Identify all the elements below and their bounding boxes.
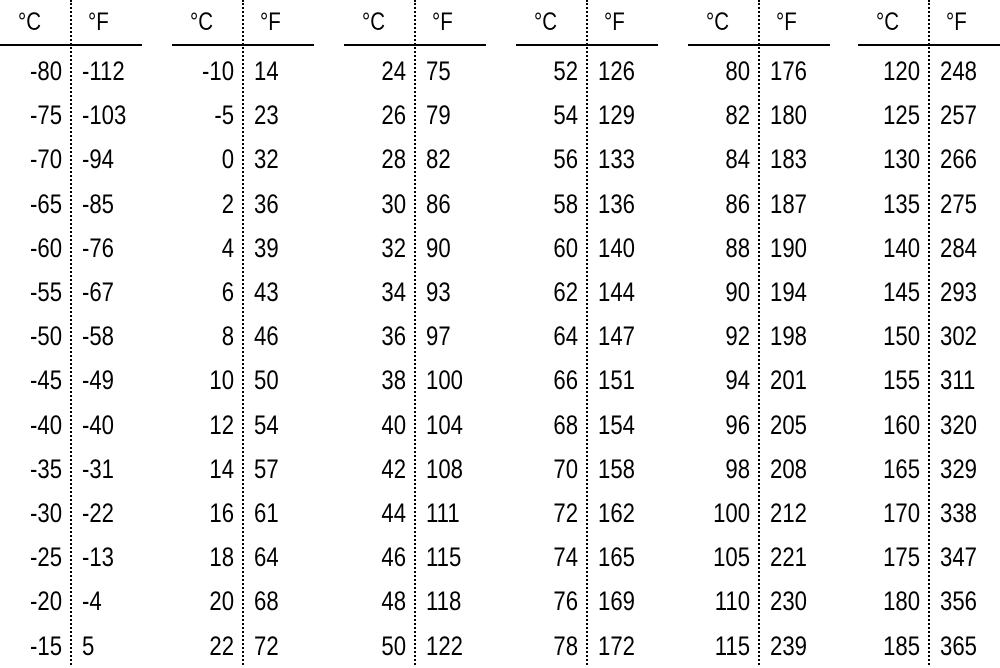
- fahrenheit-cell: 151: [598, 365, 635, 396]
- column-divider: [242, 0, 244, 665]
- header-celsius: °C: [362, 8, 386, 36]
- celsius-cell: -20: [29, 586, 62, 617]
- celsius-cell: 82: [725, 100, 750, 131]
- celsius-cell: 14: [209, 453, 234, 484]
- fahrenheit-cell: 86: [426, 188, 451, 219]
- fahrenheit-cell: 329: [940, 453, 977, 484]
- celsius-cell: -40: [29, 409, 62, 440]
- header-celsius: °C: [876, 8, 900, 36]
- celsius-cell: 36: [381, 321, 406, 352]
- fahrenheit-cell: 311: [940, 365, 976, 396]
- celsius-cell: 98: [725, 453, 750, 484]
- celsius-cell: 40: [381, 409, 406, 440]
- celsius-cell: 170: [883, 498, 920, 528]
- fahrenheit-cell: 208: [770, 453, 807, 484]
- fahrenheit-cell: 338: [940, 498, 977, 528]
- fahrenheit-cell: 115: [426, 542, 462, 573]
- celsius-cell: -35: [29, 453, 62, 484]
- fahrenheit-cell: 347: [940, 542, 977, 573]
- fahrenheit-cell: 198: [770, 321, 807, 352]
- fahrenheit-cell: 23: [254, 100, 279, 131]
- celsius-cell: 52: [553, 56, 578, 86]
- celsius-cell: 28: [381, 144, 406, 175]
- fahrenheit-cell: 43: [254, 277, 279, 307]
- celsius-cell: 165: [883, 453, 920, 484]
- fahrenheit-cell: 122: [426, 630, 463, 661]
- fahrenheit-cell: 248: [940, 56, 977, 86]
- fahrenheit-cell: 144: [598, 277, 635, 307]
- celsius-cell: -50: [29, 321, 62, 352]
- celsius-cell: 88: [725, 232, 750, 263]
- celsius-cell: 56: [553, 144, 578, 175]
- celsius-cell: 185: [883, 630, 920, 661]
- celsius-cell: 12: [209, 409, 234, 440]
- celsius-cell: -45: [29, 365, 62, 396]
- fahrenheit-cell: 165: [598, 542, 635, 573]
- header-celsius: °C: [18, 8, 42, 36]
- fahrenheit-cell: 158: [598, 453, 635, 484]
- celsius-cell: 150: [883, 321, 920, 352]
- celsius-cell: 66: [553, 365, 578, 396]
- column-divider: [70, 0, 72, 665]
- celsius-cell: 50: [381, 630, 406, 661]
- celsius-cell: -25: [29, 542, 62, 573]
- column-group-2: [172, 0, 314, 665]
- header-fahrenheit: °F: [88, 8, 109, 36]
- fahrenheit-cell: 68: [254, 586, 279, 617]
- celsius-cell: 96: [725, 409, 750, 440]
- fahrenheit-cell: 293: [940, 277, 977, 307]
- celsius-cell: 130: [883, 144, 920, 175]
- celsius-cell: 62: [553, 277, 578, 307]
- fahrenheit-cell: 162: [598, 498, 635, 528]
- fahrenheit-cell: 36: [254, 188, 279, 219]
- fahrenheit-cell: -22: [82, 498, 115, 528]
- celsius-cell: 42: [381, 453, 406, 484]
- celsius-cell: -70: [29, 144, 62, 175]
- celsius-cell: 175: [883, 542, 920, 573]
- celsius-cell: 34: [381, 277, 406, 307]
- celsius-cell: 22: [209, 630, 234, 661]
- celsius-cell: 74: [553, 542, 578, 573]
- celsius-cell: -80: [29, 56, 62, 86]
- fahrenheit-cell: 154: [598, 409, 635, 440]
- fahrenheit-cell: -85: [82, 188, 115, 219]
- fahrenheit-cell: 54: [254, 409, 279, 440]
- fahrenheit-cell: 90: [426, 232, 451, 263]
- fahrenheit-cell: 230: [770, 586, 807, 617]
- celsius-cell: 115: [714, 630, 750, 661]
- celsius-cell: 10: [209, 365, 234, 396]
- celsius-cell: 84: [725, 144, 750, 175]
- fahrenheit-cell: 39: [254, 232, 279, 263]
- fahrenheit-cell: 57: [254, 453, 279, 484]
- celsius-cell: -60: [29, 232, 62, 263]
- fahrenheit-cell: 284: [940, 232, 977, 263]
- fahrenheit-cell: 320: [940, 409, 977, 440]
- celsius-cell: -30: [29, 498, 62, 528]
- header-celsius: °C: [706, 8, 730, 36]
- celsius-cell: 70: [553, 453, 578, 484]
- celsius-cell: 110: [714, 586, 750, 617]
- fahrenheit-cell: 118: [426, 586, 462, 617]
- fahrenheit-cell: 82: [426, 144, 451, 175]
- celsius-cell: 32: [381, 232, 406, 263]
- fahrenheit-cell: -103: [82, 100, 127, 131]
- celsius-cell: 38: [381, 365, 406, 396]
- fahrenheit-cell: 32: [254, 144, 279, 175]
- celsius-cell: 160: [883, 409, 920, 440]
- celsius-cell: 92: [725, 321, 750, 352]
- celsius-cell: 60: [553, 232, 578, 263]
- fahrenheit-cell: 79: [426, 100, 451, 131]
- column-group-1: [0, 0, 142, 665]
- fahrenheit-cell: 180: [770, 100, 807, 131]
- celsius-cell: -75: [29, 100, 62, 131]
- celsius-cell: 105: [713, 542, 750, 573]
- celsius-cell: 0: [221, 144, 234, 175]
- fahrenheit-cell: 147: [598, 321, 635, 352]
- column-divider: [928, 0, 930, 665]
- celsius-cell: 145: [883, 277, 920, 307]
- fahrenheit-cell: -13: [82, 542, 115, 573]
- celsius-cell: 2: [221, 188, 234, 219]
- celsius-cell: -15: [29, 630, 62, 661]
- celsius-cell: 68: [553, 409, 578, 440]
- fahrenheit-cell: 126: [598, 56, 635, 86]
- fahrenheit-cell: 5: [82, 630, 95, 661]
- fahrenheit-cell: -94: [82, 144, 115, 175]
- celsius-cell: 48: [381, 586, 406, 617]
- fahrenheit-cell: 108: [426, 453, 463, 484]
- fahrenheit-cell: 111: [426, 498, 460, 528]
- fahrenheit-cell: 64: [254, 542, 279, 573]
- fahrenheit-cell: -76: [82, 232, 115, 263]
- celsius-cell: -55: [29, 277, 62, 307]
- header-celsius: °C: [190, 8, 214, 36]
- fahrenheit-cell: 201: [770, 365, 807, 396]
- fahrenheit-cell: 257: [940, 100, 977, 131]
- header-fahrenheit: °F: [260, 8, 281, 36]
- fahrenheit-cell: 187: [770, 188, 807, 219]
- fahrenheit-cell: 136: [598, 188, 635, 219]
- column-group-6: [858, 0, 1000, 665]
- celsius-cell: 100: [713, 498, 750, 528]
- fahrenheit-cell: 129: [598, 100, 635, 131]
- fahrenheit-cell: 365: [940, 630, 977, 661]
- fahrenheit-cell: 176: [770, 56, 807, 86]
- fahrenheit-cell: 140: [598, 232, 635, 263]
- fahrenheit-cell: 75: [426, 56, 451, 86]
- fahrenheit-cell: -4: [82, 586, 102, 617]
- celsius-cell: 54: [553, 100, 578, 131]
- celsius-cell: 4: [221, 232, 234, 263]
- celsius-cell: 135: [883, 188, 920, 219]
- fahrenheit-cell: 72: [254, 630, 279, 661]
- celsius-cell: 58: [553, 188, 578, 219]
- celsius-cell: 94: [725, 365, 750, 396]
- fahrenheit-cell: -112: [82, 56, 125, 86]
- celsius-cell: 30: [381, 188, 406, 219]
- celsius-cell: 44: [381, 498, 406, 528]
- celsius-cell: 140: [883, 232, 920, 263]
- celsius-cell: 46: [381, 542, 406, 573]
- celsius-cell: 180: [883, 586, 920, 617]
- fahrenheit-cell: 93: [426, 277, 451, 307]
- column-divider: [586, 0, 588, 665]
- fahrenheit-cell: 239: [770, 630, 807, 661]
- fahrenheit-cell: -58: [82, 321, 115, 352]
- celsius-cell: 6: [221, 277, 234, 307]
- fahrenheit-cell: 50: [254, 365, 279, 396]
- celsius-cell: 78: [553, 630, 578, 661]
- fahrenheit-cell: 205: [770, 409, 807, 440]
- celsius-cell: 86: [725, 188, 750, 219]
- fahrenheit-cell: 183: [770, 144, 807, 175]
- fahrenheit-cell: 356: [940, 586, 977, 617]
- celsius-cell: 125: [883, 100, 920, 131]
- fahrenheit-cell: -40: [82, 409, 115, 440]
- column-group-3: [344, 0, 486, 665]
- celsius-cell: 16: [209, 498, 234, 528]
- celsius-cell: 26: [381, 100, 406, 131]
- header-celsius: °C: [534, 8, 558, 36]
- fahrenheit-cell: 172: [598, 630, 635, 661]
- celsius-cell: 76: [553, 586, 578, 617]
- celsius-cell: 90: [725, 277, 750, 307]
- celsius-cell: 8: [221, 321, 234, 352]
- column-group-5: [688, 0, 830, 665]
- celsius-cell: 155: [883, 365, 920, 396]
- fahrenheit-cell: -31: [82, 453, 115, 484]
- header-fahrenheit: °F: [604, 8, 625, 36]
- fahrenheit-cell: 104: [426, 409, 463, 440]
- fahrenheit-cell: 169: [598, 586, 635, 617]
- celsius-cell: 24: [381, 56, 406, 86]
- column-group-4: [516, 0, 658, 665]
- fahrenheit-cell: 266: [940, 144, 977, 175]
- fahrenheit-cell: 61: [254, 498, 279, 528]
- header-fahrenheit: °F: [432, 8, 453, 36]
- fahrenheit-cell: 212: [770, 498, 807, 528]
- fahrenheit-cell: 46: [254, 321, 279, 352]
- celsius-cell: 64: [553, 321, 578, 352]
- celsius-cell: 80: [725, 56, 750, 86]
- fahrenheit-cell: 14: [254, 56, 279, 86]
- fahrenheit-cell: 97: [426, 321, 451, 352]
- column-divider: [758, 0, 760, 665]
- column-divider: [414, 0, 416, 665]
- fahrenheit-cell: 221: [770, 542, 807, 573]
- fahrenheit-cell: 100: [426, 365, 463, 396]
- celsius-cell: 72: [553, 498, 578, 528]
- fahrenheit-cell: -49: [82, 365, 115, 396]
- celsius-cell: 18: [209, 542, 234, 573]
- fahrenheit-cell: 190: [770, 232, 807, 263]
- header-fahrenheit: °F: [946, 8, 967, 36]
- celsius-cell: -65: [29, 188, 62, 219]
- celsius-cell: -5: [214, 100, 234, 131]
- fahrenheit-cell: 194: [770, 277, 807, 307]
- fahrenheit-cell: 302: [940, 321, 977, 352]
- celsius-cell: -10: [201, 56, 234, 86]
- celsius-cell: 20: [209, 586, 234, 617]
- fahrenheit-cell: 133: [598, 144, 635, 175]
- fahrenheit-cell: 275: [940, 188, 977, 219]
- header-fahrenheit: °F: [776, 8, 797, 36]
- celsius-cell: 120: [883, 56, 920, 86]
- fahrenheit-cell: -67: [82, 277, 115, 307]
